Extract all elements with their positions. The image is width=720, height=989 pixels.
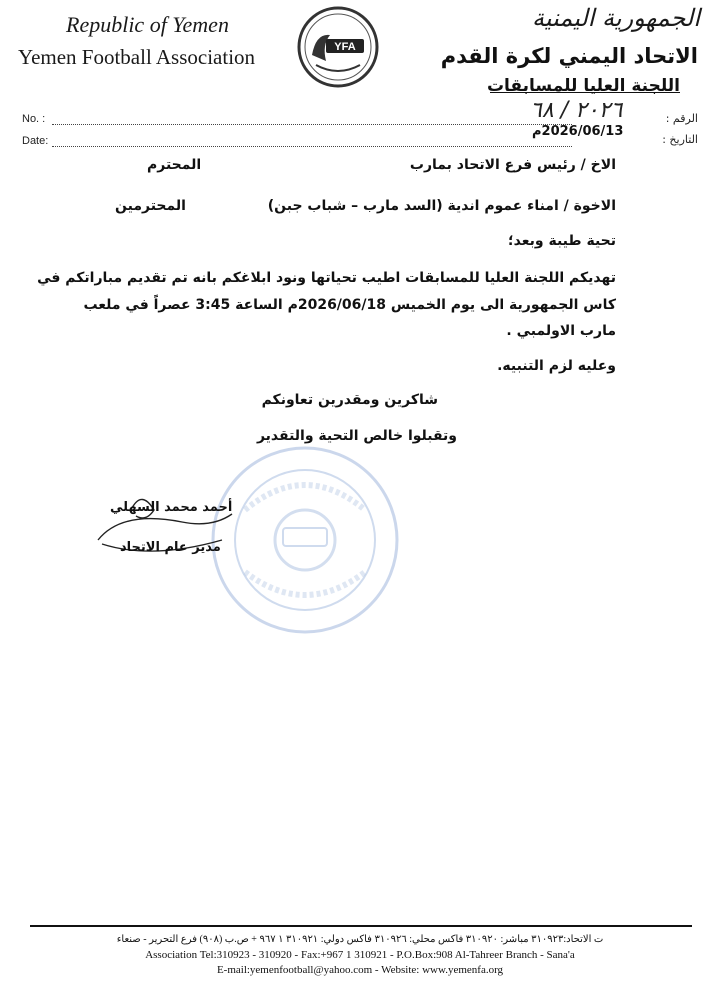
closing-note: وعليه لزم التنبيه. xyxy=(497,358,616,374)
paragraph-line-1: تهديكم اللجنة العليا للمسابقات اطيب تحياتها ونود ابلاغكم بانه تم تقديم مباراتكم في xyxy=(37,270,616,286)
thanks-line: شاكرين ومقدرين تعاونكم xyxy=(261,392,438,408)
header-en-subtitle: Yemen Football Association xyxy=(18,45,256,69)
regards-line: وتقبلوا خالص التحية والتقدير xyxy=(256,428,457,444)
footer-arabic-contacts: ت الاتحاد:٣١٠٩٢٣ مباشر: ٣١٠٩٢٠ فاكس محلي: ٣١٠٩٢٦ فاكس دولي: ٣١٠٩٢١ ١ ٩٦٧ + ص.ب (٩٠٨) فرع التحرير - صنعاء xyxy=(116,934,604,945)
ar-date-label: التاريخ : xyxy=(662,133,698,146)
date-label: Date: xyxy=(22,135,49,147)
ar-ref-label: الرقم : xyxy=(665,112,698,125)
signatory-name: أحمد محمد السهلي xyxy=(110,500,233,515)
greeting: تحية طيبة وبعد؛ xyxy=(508,233,616,249)
no-dotted-line xyxy=(52,124,572,125)
recipient-1: الاخ / رئيس فرع الاتحاد بمارب xyxy=(409,157,616,173)
signature-scribble-icon xyxy=(92,470,242,570)
recipient-2: الاخوة / امناء عموم اندية (السد مارب – شباب جبن) xyxy=(267,198,616,214)
yfa-logo-icon xyxy=(296,5,380,89)
signatory-title: مدير عام الاتحاد xyxy=(120,540,221,555)
date-dotted-line xyxy=(52,146,572,147)
header-ar-subtitle: الاتحاد اليمني لكرة القدم xyxy=(440,44,698,68)
footer-english-contacts: Association Tel:310923 - 310920 - Fax:+967 1 310921 - P.O.Box:908 Al-Tahreer Branch - Sana'a xyxy=(145,949,575,961)
paragraph-line-3: مارب الاولمبي . xyxy=(506,323,616,339)
header-en-title: Republic of Yemen xyxy=(66,12,229,37)
header-divider xyxy=(490,92,680,93)
recipient-2-honorific: المحترمين xyxy=(115,198,186,214)
header-ar-committee: اللجنة العليا للمسابقات xyxy=(486,76,680,96)
footer-web-contacts: E-mail:yemenfootball@yahoo.com - Website: www.yemenfa.org xyxy=(216,964,504,976)
footer-divider xyxy=(30,925,692,927)
ref-number: ٢٠٢٦ / ٦٨ xyxy=(530,98,623,123)
logo-text: YFA xyxy=(334,41,356,53)
recipient-1-honorific: المحترم xyxy=(147,157,202,173)
header-ar-title: الجمهورية اليمنية xyxy=(531,4,700,32)
date-value: 2026/06/13م xyxy=(532,124,624,139)
paragraph-line-2: كاس الجمهورية الى يوم الخميس 2026/06/18م الساعة 3:45 عصراً في ملعب xyxy=(83,297,616,313)
no-label: No. : xyxy=(22,113,46,125)
